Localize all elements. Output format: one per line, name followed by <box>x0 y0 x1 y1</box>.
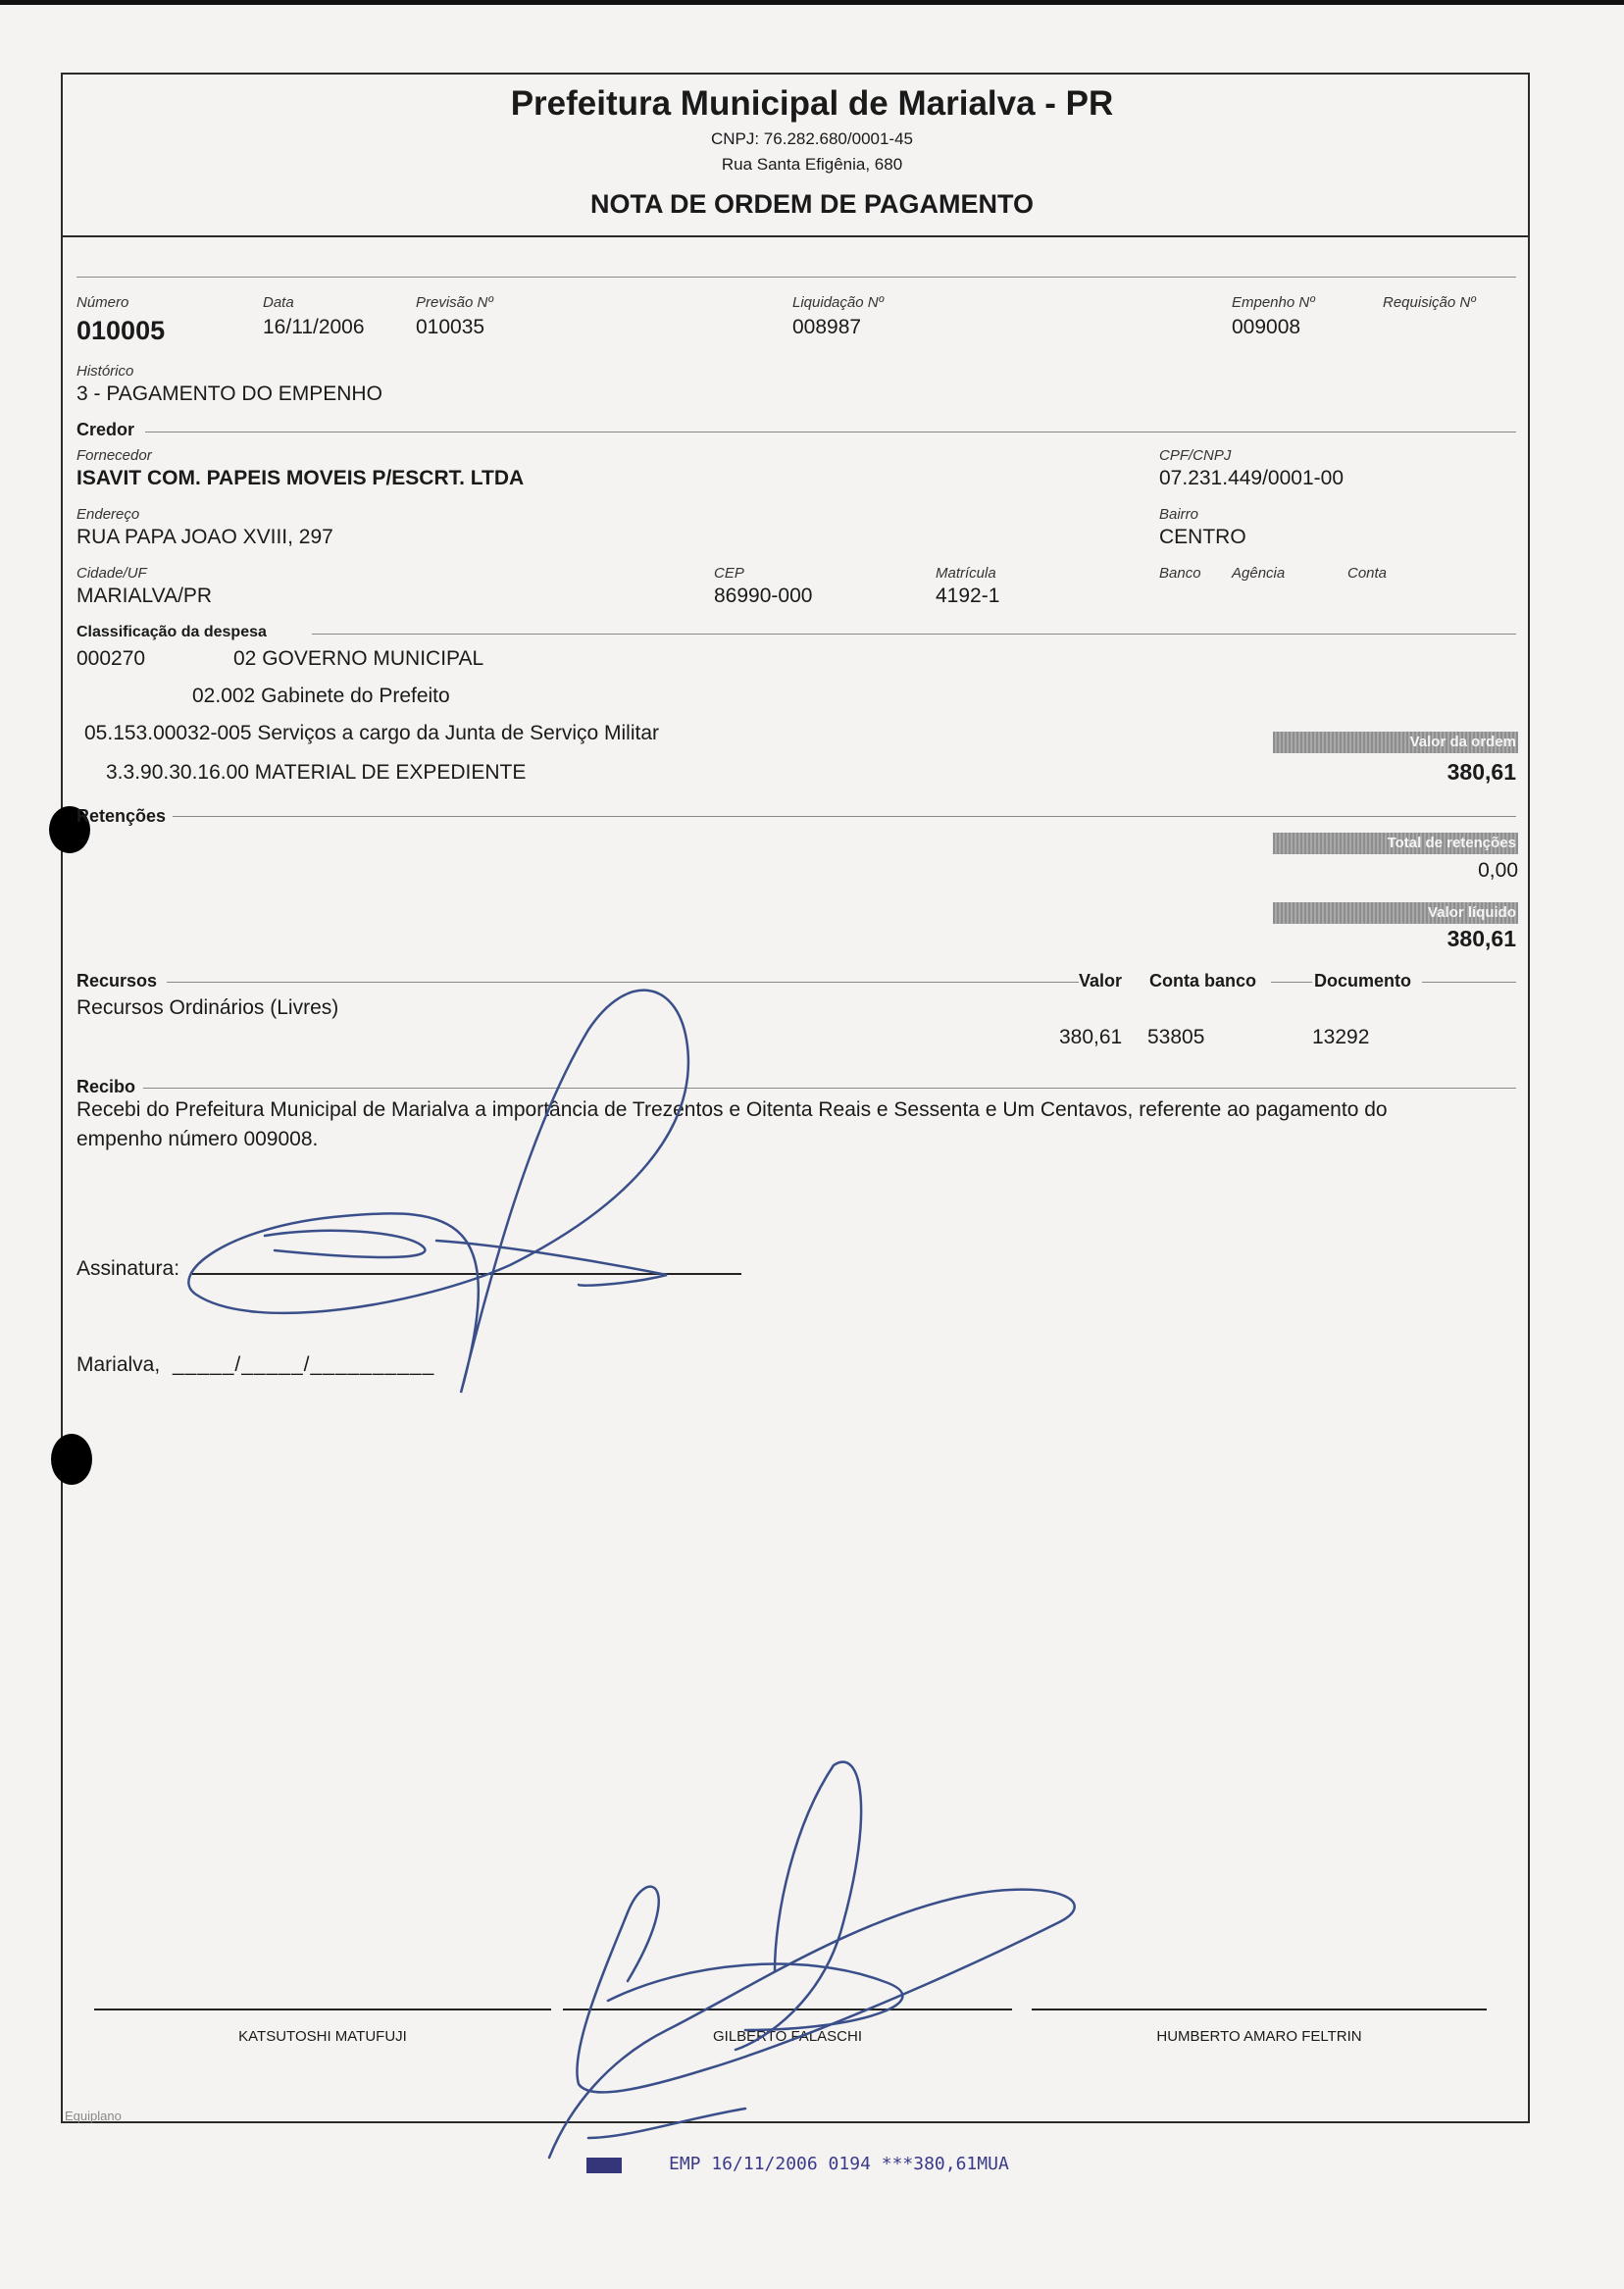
header-cnpj: CNPJ: 76.282.680/0001-45 <box>710 129 914 148</box>
recursos-valor-label: Valor <box>1079 971 1123 991</box>
cpf-value: 07.231.449/0001-00 <box>1159 467 1345 489</box>
recursos-documento-label: Documento <box>1314 971 1411 991</box>
assinatura-label: Assinatura: <box>76 1257 180 1280</box>
signatory-2: GILBERTO FALASCHI <box>713 2028 862 2045</box>
banco-label: Banco <box>1159 565 1201 582</box>
recursos-valor: 380,61 <box>1059 1026 1123 1048</box>
numero-label: Número <box>76 294 129 311</box>
previsao-value: 010035 <box>416 316 485 338</box>
bairro-value: CENTRO <box>1159 526 1246 548</box>
historico-value: 3 - PAGAMENTO DO EMPENHO <box>76 382 382 405</box>
endereco-value: RUA PAPA JOAO XVIII, 297 <box>76 526 333 548</box>
matricula-value: 4192-1 <box>936 585 1000 607</box>
total-retencoes-label: Total de retenções <box>1273 833 1518 854</box>
recursos-conta: 53805 <box>1147 1026 1205 1048</box>
cep-value: 86990-000 <box>714 585 813 607</box>
signatory-3: HUMBERTO AMARO FELTRIN <box>1156 2028 1362 2045</box>
footer-stamp: EMP 16/11/2006 0194 ***380,61MUA <box>669 2154 1009 2174</box>
recursos-documento: 13292 <box>1312 1026 1370 1048</box>
recibo-section-title: Recibo <box>76 1077 136 1096</box>
bairro-label: Bairro <box>1159 506 1199 523</box>
valor-liquido-label: Valor líquido <box>1273 902 1518 924</box>
credor-section-title: Credor <box>76 420 135 439</box>
conta-label: Conta <box>1347 565 1388 582</box>
classificacao-funcional: 05.153.00032-005 Serviços a cargo da Junta de Serviço Militar <box>84 722 660 744</box>
cep-label: CEP <box>714 565 744 582</box>
fornecedor-value: ISAVIT COM. PAPEIS MOVEIS P/ESCRT. LTDA <box>76 467 525 489</box>
requisicao-label: Requisição Nº <box>1383 294 1476 311</box>
empenho-label: Empenho Nº <box>1232 294 1315 311</box>
classificacao-orgao: 02 GOVERNO MUNICIPAL <box>233 647 484 670</box>
classificacao-code: 000270 <box>76 647 146 670</box>
signatory-1: KATSUTOSHI MATUFUJI <box>238 2028 407 2045</box>
agencia-label: Agência <box>1232 565 1286 582</box>
valor-liquido-value: 380,61 <box>1446 926 1516 951</box>
matricula-label: Matrícula <box>936 565 996 582</box>
previsao-label: Previsão Nº <box>416 294 493 311</box>
cidade-label: Cidade/UF <box>76 565 147 582</box>
date-blank: _____/_____/__________ <box>173 1353 435 1376</box>
cpf-label: CPF/CNPJ <box>1159 447 1232 464</box>
local-label: Marialva, <box>76 1353 161 1376</box>
data-value: 16/11/2006 <box>263 316 365 338</box>
numero-value: 010005 <box>76 316 166 345</box>
valor-ordem-label: Valor da ordem <box>1273 732 1518 753</box>
data-label: Data <box>263 294 294 311</box>
recursos-section-title: Recursos <box>76 971 158 991</box>
empenho-value: 009008 <box>1232 316 1301 338</box>
historico-label: Histórico <box>76 363 134 380</box>
fornecedor-label: Fornecedor <box>76 447 152 464</box>
liquidacao-value: 008987 <box>792 316 862 338</box>
retencoes-section-title: Retenções <box>76 806 167 826</box>
cidade-value: MARIALVA/PR <box>76 585 213 607</box>
recursos-conta-label: Conta banco <box>1149 971 1257 991</box>
recibo-text-line2: empenho número 009008. <box>76 1128 319 1150</box>
classificacao-unidade: 02.002 Gabinete do Prefeito <box>192 685 450 707</box>
total-retencoes-value: 0,00 <box>1478 859 1518 882</box>
software-name: Equiplano <box>65 2109 122 2123</box>
valor-ordem-value: 380,61 <box>1446 759 1516 785</box>
classificacao-section-title: Classificação da despesa <box>76 624 267 640</box>
document-title: NOTA DE ORDEM DE PAGAMENTO <box>589 189 1034 219</box>
liquidacao-label: Liquidação Nº <box>792 294 885 311</box>
endereco-label: Endereço <box>76 506 140 523</box>
header-prefeitura: Prefeitura Municipal de Marialva - PR <box>510 84 1114 123</box>
classificacao-elemento: 3.3.90.30.16.00 MATERIAL DE EXPEDIENTE <box>106 761 527 784</box>
header-endereco: Rua Santa Efigênia, 680 <box>721 155 903 174</box>
recibo-text-line1: Recebi do Prefeitura Municipal de Marialva a importância de Trezentos e Oitenta Reais e Sessenta e Um Centavos, referente ao pagamento do <box>76 1098 1388 1121</box>
recursos-descricao: Recursos Ordinários (Livres) <box>76 996 339 1019</box>
